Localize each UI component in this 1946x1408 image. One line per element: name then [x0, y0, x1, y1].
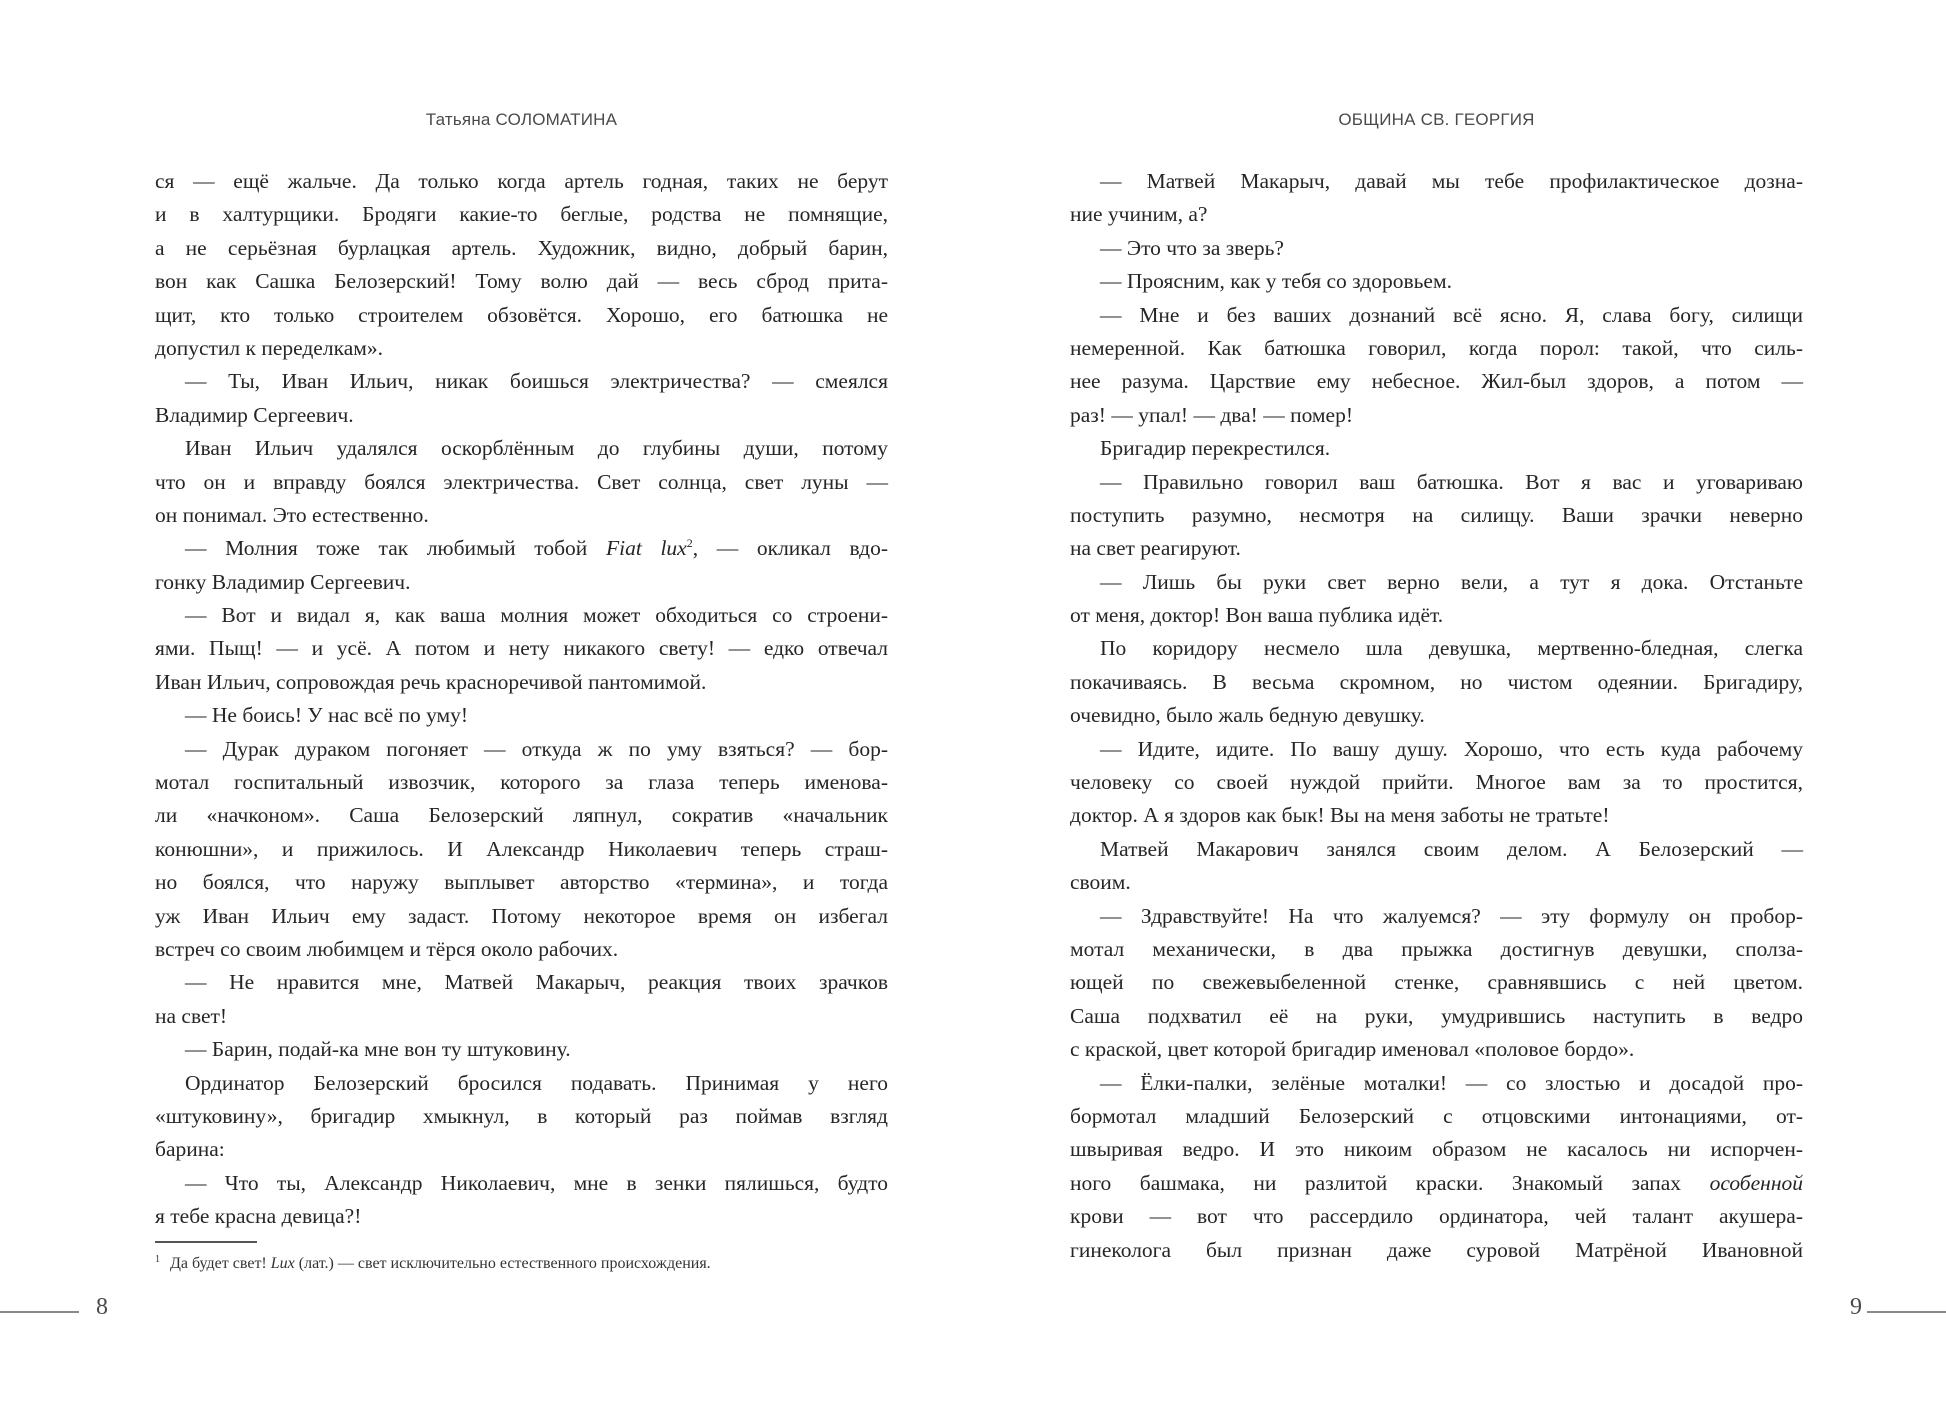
- text-line: допустил к переделкам».: [155, 335, 383, 360]
- text-line: бормотал младший Белозерский с отцовскими интонациями, от-: [1070, 1103, 1803, 1128]
- running-head-author: Татьяна СОЛОМАТИНА: [425, 110, 618, 129]
- page-number: 8: [96, 1294, 108, 1320]
- italic-run: особенной: [1709, 1170, 1803, 1195]
- text-line: Ординатор Белозерский бросился подавать. Принимая у него: [185, 1070, 888, 1095]
- text-run: , — окликал вдо-: [692, 536, 888, 561]
- italic-run: Fiat lux: [605, 536, 687, 561]
- footnote-text-start: Да будет свет!: [170, 1255, 271, 1272]
- text-line: барина:: [155, 1137, 225, 1162]
- text-line: — Что ты, Александр Николаевич, мне в зенки пялишься, будто: [185, 1170, 888, 1195]
- text-line: поступить разумно, несмотря на силищу. Ваши зрачки неверно: [1070, 502, 1803, 527]
- text-line: — Правильно говорил ваш батюшка. Вот я вас и уговариваю: [1100, 469, 1803, 494]
- text-line: — Ты, Иван Ильич, никак боишься электричества? — смеялся: [185, 369, 888, 394]
- text-line: конюшни», и прижилось. И Александр Николаевич теперь страш-: [155, 836, 888, 861]
- text-line: мотал госпитальный извозчик, которого за глаза теперь именова-: [155, 770, 888, 795]
- text-line: [155, 532, 888, 565]
- text-line: — Здравствуйте! На что жалуемся? — эту формулу он пробор-: [1100, 903, 1803, 928]
- body-text: [155, 165, 888, 1234]
- text-line: доктор. А я здоров как бык! Вы на меня заботы не тратьте!: [1070, 803, 1610, 828]
- text-line: на свет реагируют.: [1070, 536, 1241, 561]
- text-line: — Не боись! У нас всё по уму!: [185, 703, 469, 728]
- text-line: ся — ещё жальче. Да только когда артель годная, таких не берут: [155, 169, 888, 193]
- text-line: покачиваясь. В весьма скромном, но чистом одеянии. Бригадиру,: [1070, 669, 1803, 694]
- text-line: — Дурак дураком погоняет — откуда ж по уму взяться? — бор-: [185, 736, 888, 761]
- text-line: я тебе красна девица?!: [155, 1204, 362, 1229]
- text-line: Саша подхватил её на руки, умудрившись наступить в ведро: [1070, 1003, 1803, 1028]
- text-line: раз! — упал! — два! — помер!: [1070, 402, 1353, 427]
- text-line: — Вот и видал я, как ваша молния может обходиться со строени-: [185, 603, 888, 628]
- text-line: Владимир Сергеевич.: [155, 402, 354, 427]
- right-page: [973, 0, 1946, 1408]
- text-line: гинеколога был признан даже суровой Матрёной Ивановной: [1070, 1237, 1803, 1262]
- text-line: немеренной. Как батюшка говорил, когда порол: такой, что силь-: [1070, 335, 1803, 360]
- text-line: и в халтурщики. Бродяги какие-то беглые, родства не помнящие,: [155, 202, 888, 227]
- text-line: крови — вот что рассердило ординатора, чей талант акушера-: [1070, 1204, 1803, 1229]
- text-line: Иван Ильич удалялся оскорблённым до глубины души, потому: [185, 436, 888, 461]
- text-line: Матвей Макарович занялся своим делом. А Белозерский —: [1100, 836, 1803, 861]
- folio-rule: [0, 1311, 79, 1313]
- text-line: ли «начконом». Саша Белозерский ляпнул, сократив «начальник: [155, 803, 888, 828]
- text-line: — Идите, идите. По вашу душу. Хорошо, что есть куда рабочему: [1100, 736, 1803, 761]
- footnote-text-end: (лат.) — свет исключительно естественного происхождения.: [294, 1255, 711, 1272]
- footnote-reference[interactable]: 2: [686, 536, 693, 551]
- text-line: — Проясним, как у тебя со здоровьем.: [1100, 269, 1452, 294]
- text-run: ного башмака, ни разлитой краски. Знакомый запах: [1070, 1170, 1710, 1195]
- text-line: очевидно, было жаль бедную девушку.: [1070, 703, 1425, 728]
- text-line: [1070, 1167, 1803, 1200]
- text-line: что он и вправду боялся электричества. Свет солнца, свет луны —: [155, 469, 888, 494]
- text-line: на свет!: [155, 1003, 228, 1028]
- text-line: — Барин, подай-ка мне вон ту штуковину.: [185, 1037, 571, 1062]
- text-line: своим.: [1070, 870, 1131, 895]
- text-line: он понимал. Это естественно.: [155, 502, 429, 527]
- text-line: уж Иван Ильич ему задаст. Потому некоторое время он избегал: [155, 903, 888, 928]
- text-line: встреч со своим любимцем и тёрся около рабочих.: [155, 936, 619, 961]
- text-line: «штуковину», бригадир хмыкнул, в который раз поймав взгляд: [155, 1103, 888, 1128]
- text-line: вон как Сашка Белозерский! Тому волю дай — весь сброд прита-: [155, 269, 888, 294]
- text-line: ющей по свежевыбеленной стенке, сравнявшись с ней цветом.: [1070, 970, 1803, 995]
- footnote: [155, 1249, 888, 1275]
- text-line: — Лишь бы руки свет верно вели, а тут я дока. Отстаньте: [1100, 569, 1803, 594]
- text-line: Иван Ильич, сопровождая речь красноречивой пантомимой.: [155, 669, 707, 694]
- text-line: ями. Пыщ! — и усё. А потом и нету никакого свету! — едко отвечал: [155, 636, 888, 661]
- text-line: — Матвей Макарыч, давай мы тебе профилактическое дозна-: [1100, 169, 1803, 193]
- footnote-italic: Lux: [270, 1255, 295, 1272]
- text-line: а не серьёзная бурлацкая артель. Художник, видно, добрый барин,: [155, 235, 888, 260]
- page-number: 9: [1850, 1294, 1862, 1320]
- text-line: — Это что за зверь?: [1100, 235, 1284, 260]
- text-line: — Ёлки-палки, зелёные моталки! — со злостью и досадой про-: [1100, 1070, 1803, 1095]
- text-line: с краской, цвет которой бригадир именовал «половое бордо».: [1070, 1037, 1635, 1062]
- footnote-marker: 1: [155, 1254, 160, 1265]
- text-line: но боялся, что наружу выплывет авторство «термина», и тогда: [155, 870, 888, 895]
- text-line: человеку со своей нуждой прийти. Многое вам за то простится,: [1070, 770, 1803, 795]
- text-line: мотал механически, в два прыжка достигнув девушки, сполза-: [1070, 936, 1803, 961]
- text-line: гонку Владимир Сергеевич.: [155, 569, 411, 594]
- text-line: щит, кто только строителем обзовётся. Хорошо, его батюшка не: [155, 302, 888, 327]
- body-text: [1070, 165, 1803, 1267]
- footnote-divider: [155, 1241, 257, 1243]
- text-line: — Не нравится мне, Матвей Макарыч, реакция твоих зрачков: [185, 970, 888, 995]
- text-line: от меня, доктор! Вон ваша публика идёт.: [1070, 603, 1444, 628]
- text-line: Бригадир перекрестился.: [1100, 436, 1331, 461]
- text-line: ние учиним, а?: [1070, 202, 1208, 227]
- text-line: По коридору несмело шла девушка, мертвенно-бледная, слегка: [1100, 636, 1803, 661]
- folio-rule: [1867, 1311, 1946, 1313]
- running-head-title: ОБЩИНА СВ. ГЕОРГИЯ: [1338, 110, 1535, 129]
- text-line: — Мне и без ваших дознаний всё ясно. Я, слава богу, силищи: [1100, 302, 1803, 327]
- text-line: нее разума. Царствие ему небесное. Жил-был здоров, а потом —: [1070, 369, 1803, 394]
- text-run: — Молния тоже так любимый тобой: [185, 536, 606, 561]
- text-line: швыривая ведро. И это никоим образом не касалось ни испорчен-: [1070, 1137, 1803, 1162]
